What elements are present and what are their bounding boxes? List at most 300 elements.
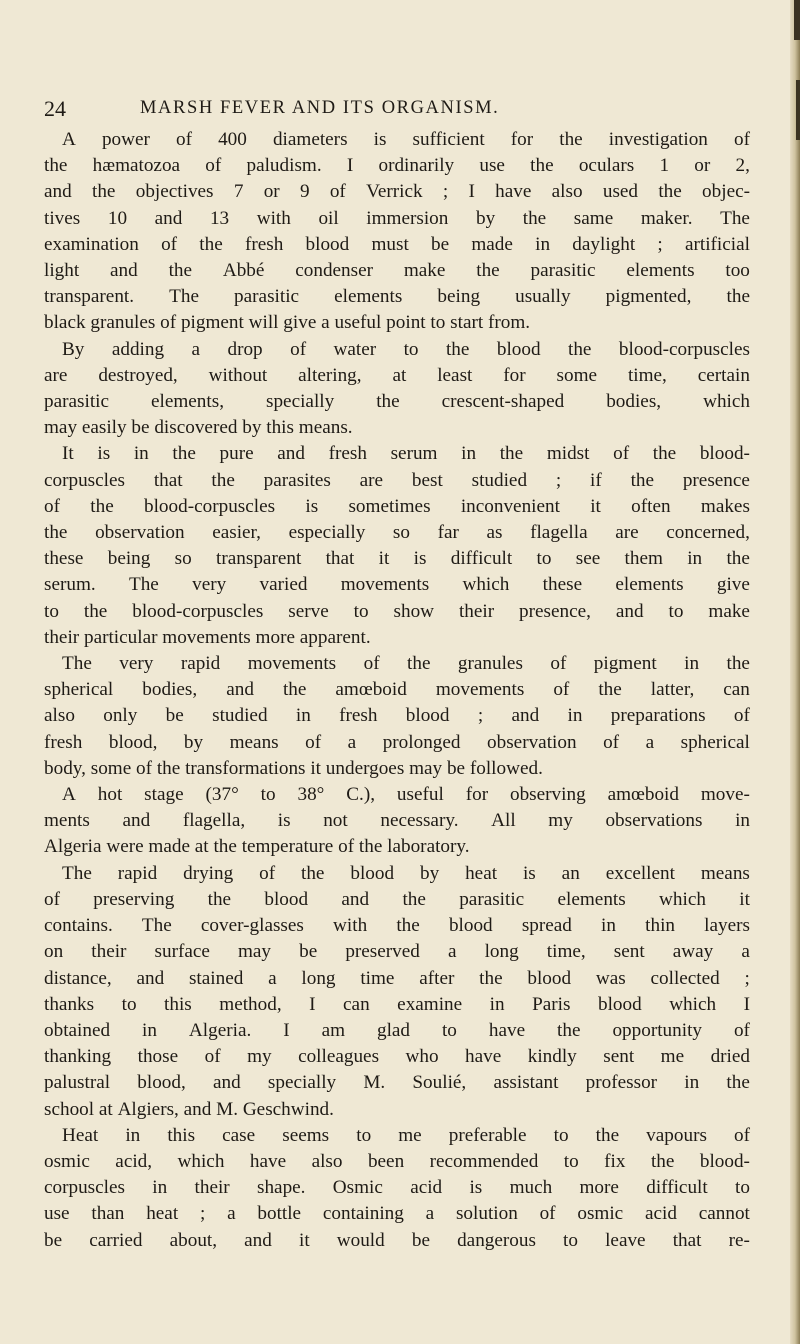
word: carried bbox=[89, 1229, 143, 1251]
word: dried bbox=[710, 1046, 750, 1068]
text-line bbox=[44, 1149, 750, 1175]
word: assistant bbox=[493, 1072, 559, 1094]
word: The bbox=[128, 574, 159, 596]
word: drop bbox=[227, 338, 263, 360]
word: is bbox=[305, 495, 319, 517]
word: time bbox=[360, 967, 395, 989]
word: containing bbox=[322, 1203, 404, 1225]
word: colleagues bbox=[298, 1046, 380, 1068]
word: can bbox=[343, 993, 370, 1015]
word: by bbox=[242, 417, 267, 439]
word: the bbox=[726, 286, 750, 308]
word: parasitic bbox=[234, 286, 300, 308]
word: re- bbox=[728, 1229, 750, 1251]
word: the bbox=[83, 600, 108, 622]
word: in bbox=[684, 1072, 700, 1094]
word: thin bbox=[645, 915, 675, 937]
word: rapid bbox=[117, 862, 158, 884]
word: in bbox=[142, 1019, 157, 1041]
word: is bbox=[413, 548, 427, 570]
word: altering, bbox=[298, 364, 362, 386]
word: who bbox=[405, 1046, 439, 1068]
word: useful bbox=[396, 784, 444, 806]
word: objec- bbox=[702, 181, 750, 203]
word: observing bbox=[509, 784, 586, 806]
word: blood- bbox=[699, 443, 750, 465]
word: am bbox=[321, 1019, 346, 1041]
word: to bbox=[553, 1124, 569, 1146]
word: me bbox=[398, 1124, 422, 1146]
word: condenser bbox=[295, 260, 374, 282]
word: granules bbox=[90, 312, 161, 334]
word: in bbox=[687, 548, 703, 570]
word: that bbox=[325, 548, 355, 570]
word: use bbox=[479, 155, 505, 177]
word: point bbox=[386, 312, 431, 334]
word: maker. bbox=[640, 207, 693, 229]
word: acid bbox=[410, 1177, 443, 1199]
word: blood-corpuscles bbox=[618, 338, 750, 360]
word: will bbox=[248, 312, 284, 334]
word: heat bbox=[465, 862, 498, 884]
word: observation bbox=[95, 522, 185, 544]
word: sufficient bbox=[412, 129, 485, 150]
word: flagella bbox=[530, 522, 588, 544]
word: for bbox=[465, 784, 489, 806]
word: difficult bbox=[646, 1177, 708, 1199]
word: an bbox=[561, 862, 580, 884]
word: of bbox=[613, 443, 630, 465]
word: it bbox=[590, 495, 601, 517]
word: which bbox=[462, 574, 510, 596]
word: the bbox=[376, 391, 400, 413]
word: far bbox=[437, 522, 459, 544]
word: fix bbox=[604, 1150, 626, 1172]
word: the bbox=[557, 1019, 581, 1041]
word: elements bbox=[626, 260, 695, 282]
word: of bbox=[733, 705, 750, 727]
word: studied bbox=[471, 469, 528, 491]
word: preserving bbox=[93, 888, 175, 910]
word: the bbox=[559, 129, 583, 150]
word: certain bbox=[697, 364, 750, 386]
word: ; bbox=[555, 469, 562, 491]
word: of bbox=[44, 888, 60, 910]
word: my bbox=[247, 1046, 272, 1068]
word: the bbox=[396, 915, 420, 937]
word: transparent bbox=[216, 548, 302, 570]
word: that bbox=[153, 469, 183, 491]
word: acid, bbox=[115, 1150, 153, 1172]
word: the bbox=[598, 679, 622, 701]
text-line bbox=[44, 179, 750, 205]
word: with bbox=[256, 207, 291, 229]
word: be bbox=[411, 1229, 430, 1251]
word: of bbox=[734, 129, 750, 150]
word: have bbox=[465, 1046, 502, 1068]
page-edge-shadow-mid bbox=[796, 80, 800, 140]
text-line bbox=[44, 284, 750, 310]
word: osmic bbox=[577, 1203, 624, 1225]
word: transformations bbox=[185, 757, 311, 779]
word: investigation bbox=[608, 129, 708, 150]
word: easily bbox=[81, 417, 132, 439]
word: or bbox=[694, 155, 711, 177]
text-line bbox=[44, 966, 750, 992]
word: and bbox=[110, 260, 138, 282]
word: which bbox=[177, 1150, 225, 1172]
word: The bbox=[169, 286, 199, 308]
text-line bbox=[44, 363, 750, 389]
word: granules bbox=[457, 653, 523, 675]
text-line bbox=[44, 1044, 750, 1070]
word: elements bbox=[615, 574, 684, 596]
word: it bbox=[310, 757, 326, 779]
word: elements bbox=[334, 286, 403, 308]
word: may bbox=[44, 417, 82, 439]
word: prolonged bbox=[382, 731, 461, 753]
word: at bbox=[194, 836, 214, 858]
word: of bbox=[160, 312, 181, 334]
word: also bbox=[551, 181, 583, 203]
word: is bbox=[469, 1177, 483, 1199]
word: their bbox=[458, 600, 495, 622]
word: transparent. bbox=[44, 286, 135, 308]
word: make bbox=[403, 260, 446, 282]
word: Abbé bbox=[222, 260, 265, 282]
word: a bbox=[321, 312, 335, 334]
word: stage bbox=[144, 784, 184, 806]
word: cannot bbox=[698, 1203, 750, 1225]
text-line bbox=[44, 834, 750, 860]
text-line bbox=[44, 232, 750, 258]
word: objectives bbox=[135, 181, 214, 203]
word: are bbox=[359, 469, 384, 491]
word: the bbox=[211, 469, 235, 491]
text-line bbox=[44, 625, 750, 651]
word: in bbox=[567, 705, 583, 727]
word: Osmic bbox=[332, 1177, 383, 1199]
word: examination bbox=[44, 233, 139, 255]
word: of bbox=[44, 495, 60, 517]
word: thanks bbox=[44, 993, 95, 1015]
word: to bbox=[121, 993, 137, 1015]
word: the bbox=[90, 495, 114, 517]
word: is bbox=[373, 129, 387, 150]
word: distance, bbox=[44, 967, 112, 989]
word: discovered bbox=[154, 417, 243, 439]
word: By bbox=[62, 338, 85, 360]
word: collected bbox=[650, 967, 720, 989]
word: blood bbox=[597, 993, 642, 1015]
word: glad bbox=[376, 1019, 411, 1041]
word: those bbox=[137, 1046, 179, 1068]
word: concerned, bbox=[666, 522, 750, 544]
word: of bbox=[539, 1203, 556, 1225]
word: movements bbox=[247, 653, 337, 675]
word: I bbox=[346, 155, 354, 177]
text-line bbox=[44, 153, 750, 179]
word: blood bbox=[405, 705, 450, 727]
word: was bbox=[595, 967, 626, 989]
word: the bbox=[199, 233, 223, 255]
word: from. bbox=[488, 312, 531, 334]
word: blood, bbox=[137, 1072, 186, 1094]
word: spread bbox=[521, 915, 572, 937]
word: elements, bbox=[151, 391, 224, 413]
text-line bbox=[44, 1123, 750, 1149]
word: Algiers, bbox=[117, 1098, 184, 1120]
word: osmic bbox=[44, 1150, 90, 1172]
word: blood bbox=[527, 967, 572, 989]
word: heat bbox=[146, 1203, 179, 1225]
word: layers bbox=[704, 915, 750, 937]
word: bottle bbox=[257, 1203, 302, 1225]
word: preferable bbox=[448, 1124, 527, 1146]
word: useful bbox=[334, 312, 387, 334]
text-line bbox=[44, 677, 750, 703]
word: paludism. bbox=[246, 155, 322, 177]
word: especially bbox=[288, 522, 366, 544]
word: latter, bbox=[650, 679, 695, 701]
word: ; bbox=[199, 1203, 206, 1225]
word: observations bbox=[605, 810, 703, 832]
word: use bbox=[44, 1203, 70, 1225]
word: and bbox=[511, 705, 540, 727]
word: a bbox=[447, 941, 457, 963]
word: crescent-shaped bbox=[441, 391, 565, 413]
word: of bbox=[734, 1124, 750, 1146]
word: very bbox=[119, 653, 154, 675]
word: the bbox=[726, 548, 750, 570]
word: too bbox=[725, 260, 750, 282]
word: the bbox=[522, 207, 547, 229]
text-line bbox=[44, 258, 750, 284]
word: the bbox=[726, 653, 750, 675]
word: amœboid bbox=[335, 679, 407, 701]
word: cover-glasses bbox=[200, 915, 304, 937]
word: in bbox=[295, 705, 311, 727]
word: The bbox=[62, 653, 92, 675]
word: I bbox=[309, 993, 316, 1015]
word: blood bbox=[305, 233, 350, 255]
word: the bbox=[652, 443, 677, 465]
word: in bbox=[125, 1124, 141, 1146]
word: some bbox=[556, 364, 598, 386]
word: I bbox=[468, 181, 475, 203]
word: sent bbox=[603, 1046, 635, 1068]
word: the bbox=[301, 862, 325, 884]
word: specially bbox=[266, 391, 335, 413]
text-line bbox=[44, 887, 750, 913]
word: as bbox=[486, 522, 503, 544]
word: adding bbox=[111, 338, 165, 360]
word: the bbox=[213, 836, 242, 858]
word: to bbox=[353, 600, 369, 622]
word: parasitic bbox=[530, 260, 596, 282]
word: me bbox=[660, 1046, 685, 1068]
text-line bbox=[44, 992, 750, 1018]
word: hot bbox=[97, 784, 123, 806]
word: much bbox=[509, 1177, 553, 1199]
word: the bbox=[595, 1124, 620, 1146]
word: M. bbox=[216, 1098, 243, 1120]
word: is bbox=[277, 810, 291, 832]
word: about, bbox=[169, 1229, 218, 1251]
word: blood- bbox=[699, 1150, 750, 1172]
word: solution bbox=[455, 1203, 518, 1225]
word: the bbox=[402, 888, 426, 910]
word: diameters bbox=[272, 129, 348, 150]
word: so bbox=[174, 548, 192, 570]
word: be bbox=[165, 705, 184, 727]
word: in bbox=[684, 653, 700, 675]
word: 7 bbox=[233, 181, 244, 203]
word: ordinarily bbox=[378, 155, 455, 177]
word: is bbox=[97, 443, 111, 465]
running-head: MARSH FEVER AND ITS ORGANISM. bbox=[140, 98, 500, 118]
word: recommended bbox=[429, 1150, 539, 1172]
word: makes bbox=[700, 495, 750, 517]
text-line bbox=[44, 1097, 750, 1123]
word: their bbox=[91, 941, 127, 963]
word: some bbox=[90, 757, 137, 779]
word: tives bbox=[44, 207, 81, 229]
word: in bbox=[152, 1177, 168, 1199]
word: of bbox=[176, 129, 192, 150]
word: fresh bbox=[328, 443, 367, 465]
word: being bbox=[107, 548, 151, 570]
word: temperature bbox=[241, 836, 339, 858]
word: corpuscles bbox=[44, 469, 125, 491]
text-line bbox=[44, 127, 750, 153]
word: by bbox=[419, 862, 440, 884]
word: the bbox=[172, 443, 196, 465]
word: this bbox=[164, 993, 192, 1015]
word: a bbox=[268, 967, 277, 989]
word: serum. bbox=[44, 574, 96, 596]
word: light bbox=[44, 260, 80, 282]
body-text bbox=[44, 127, 750, 1254]
word: A bbox=[62, 129, 76, 150]
word: ; bbox=[744, 967, 750, 989]
word: stained bbox=[188, 967, 244, 989]
word: of bbox=[338, 836, 359, 858]
page-number: 24 bbox=[44, 96, 66, 121]
word: of bbox=[136, 757, 157, 779]
word: artificial bbox=[684, 233, 750, 255]
word: hæmatozoa bbox=[92, 155, 181, 177]
word: at bbox=[392, 364, 407, 386]
word: which bbox=[669, 993, 717, 1015]
word: to bbox=[403, 338, 419, 360]
word: observation bbox=[487, 731, 577, 753]
word: bodies, bbox=[606, 391, 662, 413]
text-line bbox=[44, 651, 750, 677]
word: not bbox=[323, 810, 348, 832]
word: preserved bbox=[345, 941, 420, 963]
word: fresh bbox=[339, 705, 378, 727]
word: time, bbox=[546, 941, 586, 963]
word: destroyed, bbox=[98, 364, 178, 386]
word: is bbox=[522, 862, 536, 884]
word: The bbox=[720, 207, 750, 229]
word: examine bbox=[397, 993, 463, 1015]
word: flagella, bbox=[182, 810, 246, 832]
word: fresh bbox=[244, 233, 284, 255]
word: be bbox=[299, 941, 318, 963]
word: 9 bbox=[299, 181, 310, 203]
word: made bbox=[471, 233, 513, 255]
word: in bbox=[735, 810, 750, 832]
word: at bbox=[98, 1098, 118, 1120]
word: least bbox=[437, 364, 473, 386]
word: or bbox=[263, 181, 280, 203]
word: the bbox=[650, 1150, 675, 1172]
word: palustral bbox=[44, 1072, 111, 1094]
word: have bbox=[249, 1150, 287, 1172]
word: the bbox=[207, 888, 232, 910]
word: the bbox=[358, 836, 388, 858]
word: the bbox=[726, 1072, 750, 1094]
word: I bbox=[283, 1019, 290, 1041]
word: were bbox=[106, 836, 149, 858]
word: kindly bbox=[527, 1046, 577, 1068]
word: used bbox=[602, 181, 639, 203]
word: and bbox=[183, 1098, 217, 1120]
word: the bbox=[568, 338, 592, 360]
word: have bbox=[488, 1019, 526, 1041]
word: to bbox=[44, 600, 59, 622]
word: so bbox=[392, 522, 410, 544]
word: difficult bbox=[450, 548, 513, 570]
word: long bbox=[484, 941, 519, 963]
word: of bbox=[259, 862, 276, 884]
word: inconvenient bbox=[460, 495, 560, 517]
word: without bbox=[208, 364, 268, 386]
text-line bbox=[44, 1070, 750, 1096]
word: to bbox=[430, 312, 451, 334]
text-line bbox=[44, 1175, 750, 1201]
word: more bbox=[255, 626, 300, 648]
word: make bbox=[708, 600, 750, 622]
word: parasites bbox=[263, 469, 331, 491]
word: very bbox=[192, 574, 227, 596]
word: be bbox=[131, 417, 155, 439]
word: professor bbox=[585, 1072, 658, 1094]
word: the bbox=[479, 967, 503, 989]
word: 1 bbox=[659, 155, 670, 177]
word: best bbox=[411, 469, 443, 491]
word: these bbox=[44, 548, 84, 570]
word: apparent. bbox=[299, 626, 371, 648]
word: be bbox=[431, 233, 450, 255]
word: school bbox=[44, 1098, 99, 1120]
text-line bbox=[44, 703, 750, 729]
word: 13 bbox=[209, 207, 230, 229]
word: 38° bbox=[297, 784, 325, 806]
word: parasitic bbox=[459, 888, 525, 910]
word: blood bbox=[496, 338, 541, 360]
word: to bbox=[563, 1150, 579, 1172]
text-line bbox=[44, 468, 750, 494]
text-line bbox=[44, 861, 750, 887]
text-line bbox=[44, 206, 750, 232]
word: usually bbox=[515, 286, 571, 308]
word: pigment bbox=[180, 312, 249, 334]
word: necessary. bbox=[380, 810, 459, 832]
word: pigment bbox=[593, 653, 657, 675]
